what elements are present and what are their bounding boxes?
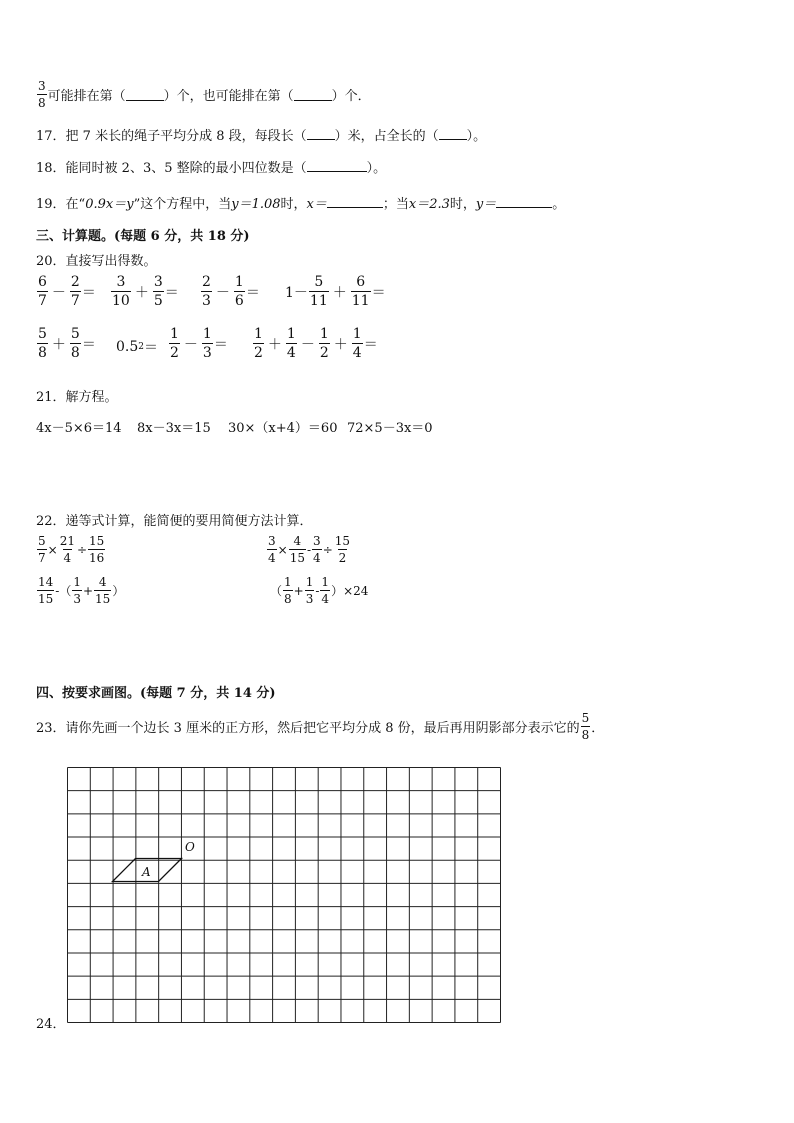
question-20-title: 20．直接写出得数。 <box>36 254 157 269</box>
label-a: A <box>142 865 151 879</box>
fraction: $\frac{3}{8}$ <box>38 79 46 110</box>
question-18: 18．能同时被 2、3、5 整除的最小四位数是（ ）。 <box>36 161 387 176</box>
equation: 4x－5×6＝14 <box>36 421 122 436</box>
expression: $\frac{1}{2}$ － $\frac{1}{3}$ ＝ <box>170 326 228 361</box>
question-19: 19．在“0.9x＝y”这个方程中，当y＝1.08时，x＝ ；当x＝2.3时，y＝ 。 <box>36 197 566 212</box>
answer-blank[interactable] <box>126 88 164 101</box>
question-24-number: 24． <box>36 1017 66 1032</box>
expression: 0.5 2 ＝ <box>116 339 158 356</box>
expression: $\frac{3}{10}$ ＋ $\frac{3}{5}$ ＝ <box>112 274 179 309</box>
q16-tail: $\frac{3}{8}$ 可能排在第（ ）个，也可能排在第（ ）个． <box>38 79 371 110</box>
expression: $\frac{2}{3}$ － $\frac{1}{6}$ ＝ <box>202 274 260 309</box>
question-17: 17．把 7 米长的绳子平均分成 8 段，每段长（ ）米，占全长的（ ）。 <box>36 129 487 144</box>
answer-blank[interactable] <box>294 88 332 101</box>
expression: 1－ $\frac{5}{11}$ ＋ $\frac{6}{11}$ ＝ <box>285 274 386 309</box>
answer-blank[interactable] <box>439 127 467 140</box>
expression: $\frac{3}{4}$ × $\frac{4}{15}$ - $\frac{3}{4}$ ÷ $\frac{15}{2}$ <box>268 534 351 565</box>
drawing-grid[interactable] <box>67 767 501 1023</box>
fraction: $\frac{5}{8}$ <box>581 711 590 742</box>
answer-blank[interactable] <box>496 195 552 208</box>
expression: $\frac{1}{2}$ ＋ $\frac{1}{4}$ － $\frac{1}{2}$ ＋ $\frac{1}{4}$ ＝ <box>254 326 378 361</box>
answer-blank[interactable] <box>307 159 367 172</box>
expression: $\frac{6}{7}$ － $\frac{2}{7}$ ＝ <box>38 274 96 309</box>
question-23: 23．请你先画一个边长 3 厘米的正方形，然后把它平均分成 8 份，最后再用阴影部分表示它的 $\frac{5}{8}$ ． <box>36 711 605 742</box>
answer-blank[interactable] <box>327 195 383 208</box>
expression: $\frac{14}{15}$ -（ $\frac{1}{3}$ + $\frac{4}{15}$ ） <box>38 575 125 606</box>
section-heading: 三、计算题。(每题 6 分，共 18 分) <box>36 229 250 244</box>
equation: 30×（x+4）＝60 <box>228 421 338 436</box>
answer-blank[interactable] <box>307 127 335 140</box>
question-22-title: 22．递等式计算，能简便的要用简便方法计算． <box>36 514 313 529</box>
expression: $\frac{5}{7}$ × $\frac{21}{4}$ ÷ $\frac{15}{16}$ <box>38 534 105 565</box>
label-o: O <box>185 840 195 854</box>
expression: （ $\frac{1}{8}$ + $\frac{1}{3}$ - $\frac{1}{4}$ ）×24 <box>270 575 369 606</box>
section-heading: 四、按要求画图。(每题 7 分，共 14 分) <box>36 686 276 701</box>
equation: 72×5－3x＝0 <box>347 421 433 436</box>
equation: 8x－3x＝15 <box>137 421 211 436</box>
expression: $\frac{5}{8}$ ＋ $\frac{5}{8}$ ＝ <box>38 326 96 361</box>
question-21-title: 21．解方程。 <box>36 390 118 405</box>
